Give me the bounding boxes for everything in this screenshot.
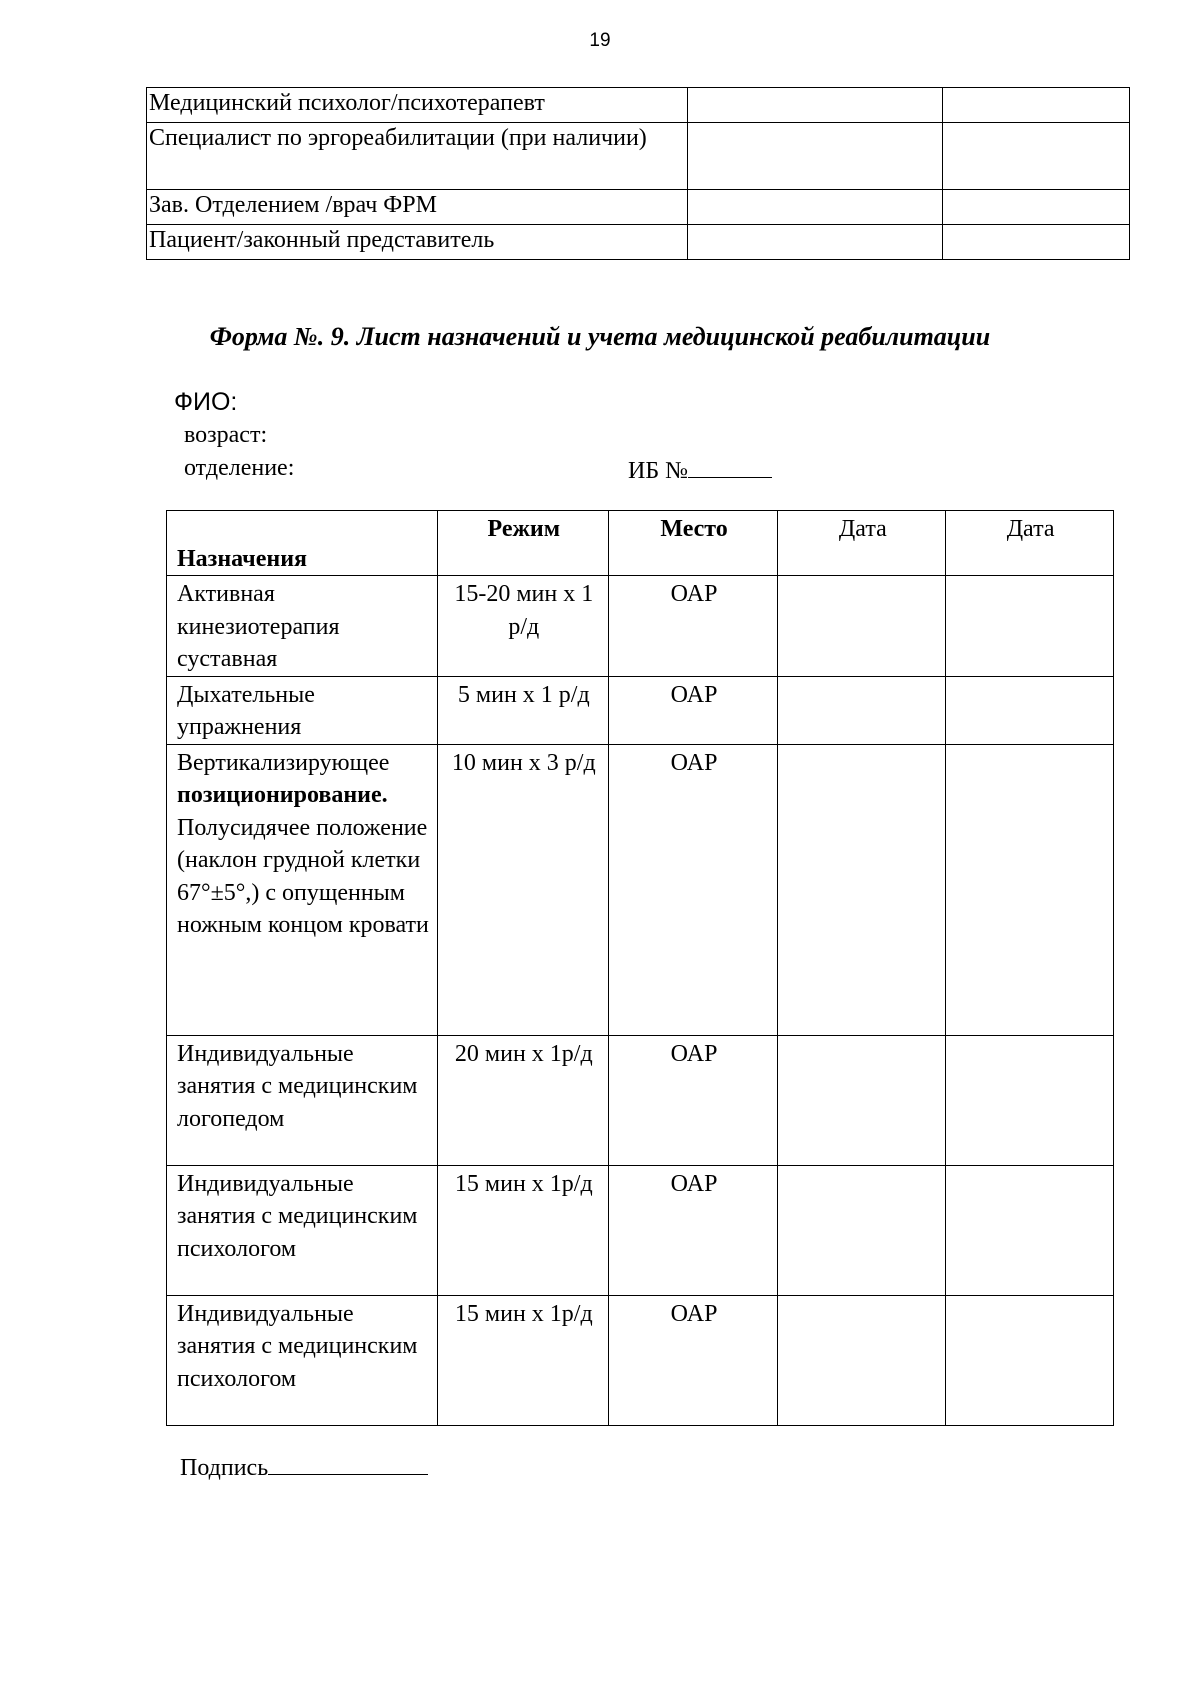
prescription-place: ОАР xyxy=(608,576,778,677)
fio-label: ФИО: xyxy=(174,388,238,416)
signatures-table xyxy=(146,87,1130,260)
prescription-mode: 15 мин х 1р/д xyxy=(437,1165,608,1295)
role-cell: Специалист по эргореабилитации (при наличии) xyxy=(147,123,688,190)
date-cell[interactable] xyxy=(778,1295,946,1425)
header-place: Место xyxy=(608,511,778,576)
prescription-mode: 15-20 мин х 1 р/д xyxy=(437,576,608,677)
department-label: отделение: xyxy=(184,455,295,481)
date-cell[interactable] xyxy=(946,676,1114,744)
signature-field xyxy=(180,1452,428,1482)
date-cell[interactable] xyxy=(778,744,946,1035)
ib-input-line[interactable] xyxy=(688,455,772,478)
prescription-name-prefix: Вертикализирующее xyxy=(177,749,390,776)
signature-cell[interactable] xyxy=(687,225,943,260)
role-cell: Медицинский психолог/психотерапевт xyxy=(147,88,688,123)
signature-cell[interactable] xyxy=(687,123,943,190)
role-cell: Зав. Отделением /врач ФРМ xyxy=(147,190,688,225)
page-number: 19 xyxy=(589,30,611,51)
prescription-place: ОАР xyxy=(608,744,778,1035)
header-prescriptions: Назначения xyxy=(167,511,438,576)
prescriptions-table xyxy=(166,510,1114,1426)
ib-label: ИБ № xyxy=(628,458,689,484)
prescription-name: Индивидуальные занятия с медицинским психологом xyxy=(167,1165,438,1295)
prescription-place: ОАР xyxy=(608,1035,778,1165)
signature-input-line[interactable] xyxy=(268,1452,428,1475)
date-cell[interactable] xyxy=(778,676,946,744)
date-cell[interactable] xyxy=(946,1035,1114,1165)
ib-field xyxy=(628,455,772,485)
date-cell[interactable] xyxy=(943,190,1130,225)
prescription-name: Индивидуальные занятия с медицинским психологом xyxy=(167,1295,438,1425)
table-row xyxy=(167,744,1114,1035)
table-row xyxy=(167,1295,1114,1425)
prescription-mode: 10 мин х 3 р/д xyxy=(437,744,608,1035)
table-row xyxy=(167,576,1114,677)
date-cell[interactable] xyxy=(778,1165,946,1295)
date-cell[interactable] xyxy=(778,576,946,677)
date-cell[interactable] xyxy=(946,1295,1114,1425)
header-row xyxy=(167,511,1114,576)
prescription-name-suffix: Полусидячее положение (наклон грудной клетки 67°±5°,) с опущенным ножным концом кровати xyxy=(177,814,429,938)
header-mode: Режим xyxy=(437,511,608,576)
prescription-name-bold: позиционирование. xyxy=(177,782,388,808)
header-date: Дата xyxy=(946,511,1114,576)
prescription-name: Индивидуальные занятия с медицинским логопедом xyxy=(167,1035,438,1165)
table-row xyxy=(167,676,1114,744)
date-cell[interactable] xyxy=(778,1035,946,1165)
signature-cell[interactable] xyxy=(687,88,943,123)
prescription-mode: 5 мин х 1 р/д xyxy=(437,676,608,744)
date-cell[interactable] xyxy=(943,123,1130,190)
prescription-mode: 15 мин х 1р/д xyxy=(437,1295,608,1425)
prescription-name: Активная кинезиотерапия суставная xyxy=(167,576,438,677)
prescription-place: ОАР xyxy=(608,1295,778,1425)
table-row xyxy=(167,1035,1114,1165)
age-label: возраст: xyxy=(184,422,268,448)
prescription-name: Дыхательные упражнения xyxy=(167,676,438,744)
date-cell[interactable] xyxy=(946,576,1114,677)
date-cell[interactable] xyxy=(946,744,1114,1035)
prescription-mode: 20 мин х 1р/д xyxy=(437,1035,608,1165)
prescription-place: ОАР xyxy=(608,676,778,744)
role-cell: Пациент/законный представитель xyxy=(147,225,688,260)
table-row xyxy=(167,1165,1114,1295)
signature-cell[interactable] xyxy=(687,190,943,225)
signature-label: Подпись xyxy=(180,1455,269,1481)
prescription-place: ОАР xyxy=(608,1165,778,1295)
header-date: Дата xyxy=(778,511,946,576)
table-row xyxy=(147,190,1130,225)
prescription-name xyxy=(167,744,438,1035)
date-cell[interactable] xyxy=(943,88,1130,123)
form-title: Форма №. 9. Лист назначений и учета медицинской реабилитации xyxy=(209,322,991,351)
date-cell[interactable] xyxy=(943,225,1130,260)
table-row xyxy=(147,123,1130,190)
table-row xyxy=(147,88,1130,123)
date-cell[interactable] xyxy=(946,1165,1114,1295)
table-row xyxy=(147,225,1130,260)
